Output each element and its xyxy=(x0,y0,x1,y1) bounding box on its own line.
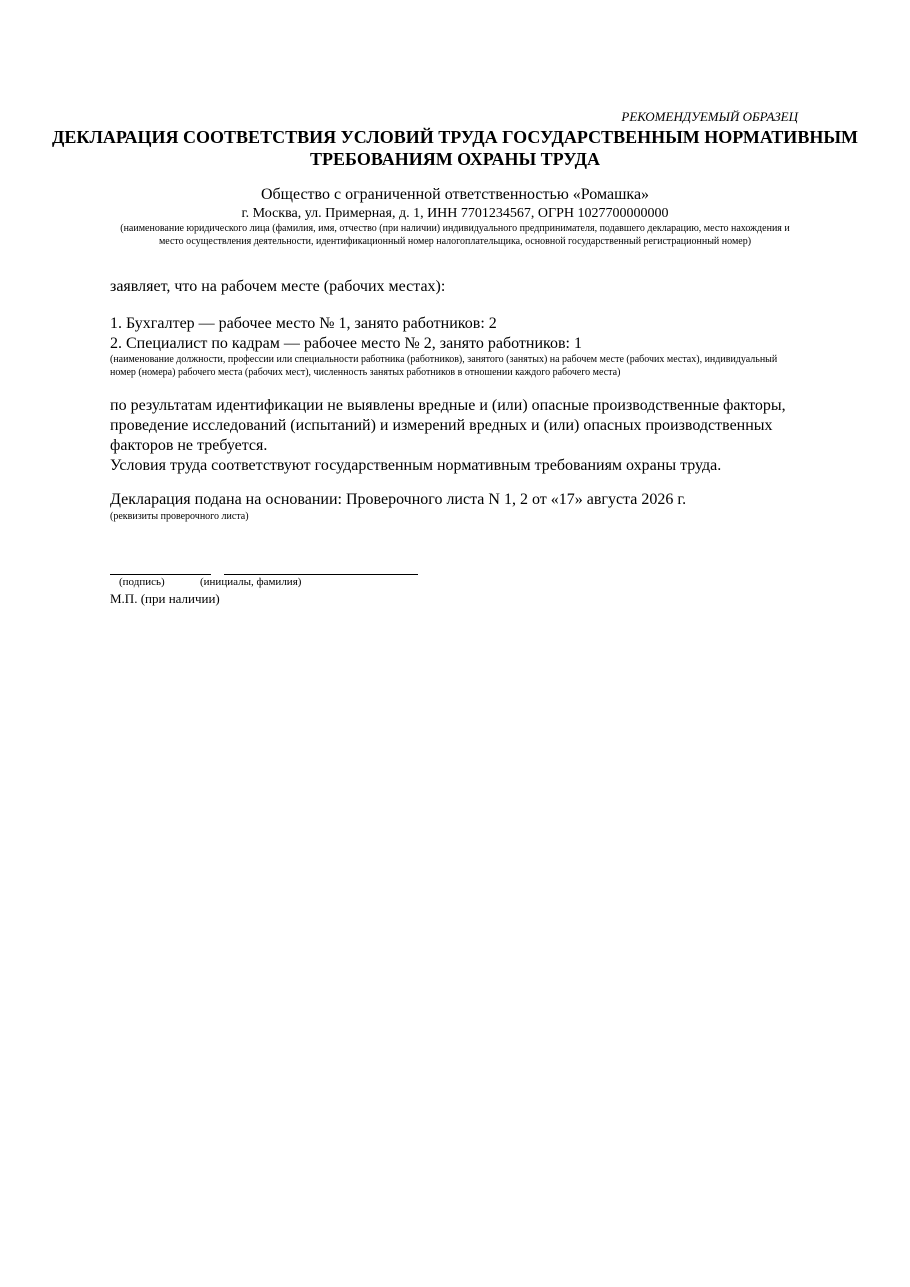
workplace-item: 1. Бухгалтер — рабочее место № 1, занято работников: 2 xyxy=(110,315,497,332)
result-text: по результатам идентификации не выявлены вредные и (или) опасные производственные факторы, проведение исследований (испытаний) и измерений вредных и (или) опасных производственных факторов не требуется. xyxy=(110,397,786,454)
basis-hint: (реквизиты проверочного листа) xyxy=(110,511,249,522)
basis-line: Декларация подана на основании: Проверочного листа N 1, 2 от «17» августа 2026 г. xyxy=(110,491,687,508)
seal-label: М.П. (при наличии) xyxy=(110,591,220,606)
result-paragraph xyxy=(110,396,790,476)
organization-name: Общество с ограниченной ответственностью «Ромашка» xyxy=(260,186,650,203)
organization-address: г. Москва, ул. Примерная, д. 1, ИНН 7701234567, ОГРН 1027700000000 xyxy=(241,206,669,221)
workplace-item: 2. Специалист по кадрам — рабочее место № 2, занято работников: 1 xyxy=(110,335,582,352)
declares-line: заявляет, что на рабочем месте (рабочих местах): xyxy=(110,278,446,295)
name-label: (инициалы, фамилия) xyxy=(200,576,302,588)
signature-label: (подпись) xyxy=(119,576,165,588)
sample-stamp: РЕКОМЕНДУЕМЫЙ ОБРАЗЕЦ xyxy=(621,109,798,124)
organization-hint: (наименование юридического лица (фамилия, имя, отчество (при наличии) индивидуального предпринимателя, подавшего декларацию, место нахождения и место осуществления деятельности, идентификационный номер налогоплательщика, основной государственный регистрационный номер) xyxy=(120,223,790,247)
name-line xyxy=(224,574,418,575)
conditions-text: Условия труда соответствуют государственным нормативным требованиям охраны труда. xyxy=(110,457,722,474)
document-title: ДЕКЛАРАЦИЯ СООТВЕТСТВИЯ УСЛОВИЙ ТРУДА ГОСУДАРСТВЕННЫМ НОРМАТИВНЫМ ТРЕБОВАНИЯМ ОХРАНЫ ТРУДА xyxy=(52,127,858,169)
workplaces-hint: (наименование должности, профессии или специальности работника (работников), занятого (занятых) на рабочем месте (рабочих местах), индивидуальный номер (номера) рабочего места (рабочих мест), численность занятых работников в отношении каждого рабочего места) xyxy=(110,354,778,378)
signature-line xyxy=(110,574,211,575)
